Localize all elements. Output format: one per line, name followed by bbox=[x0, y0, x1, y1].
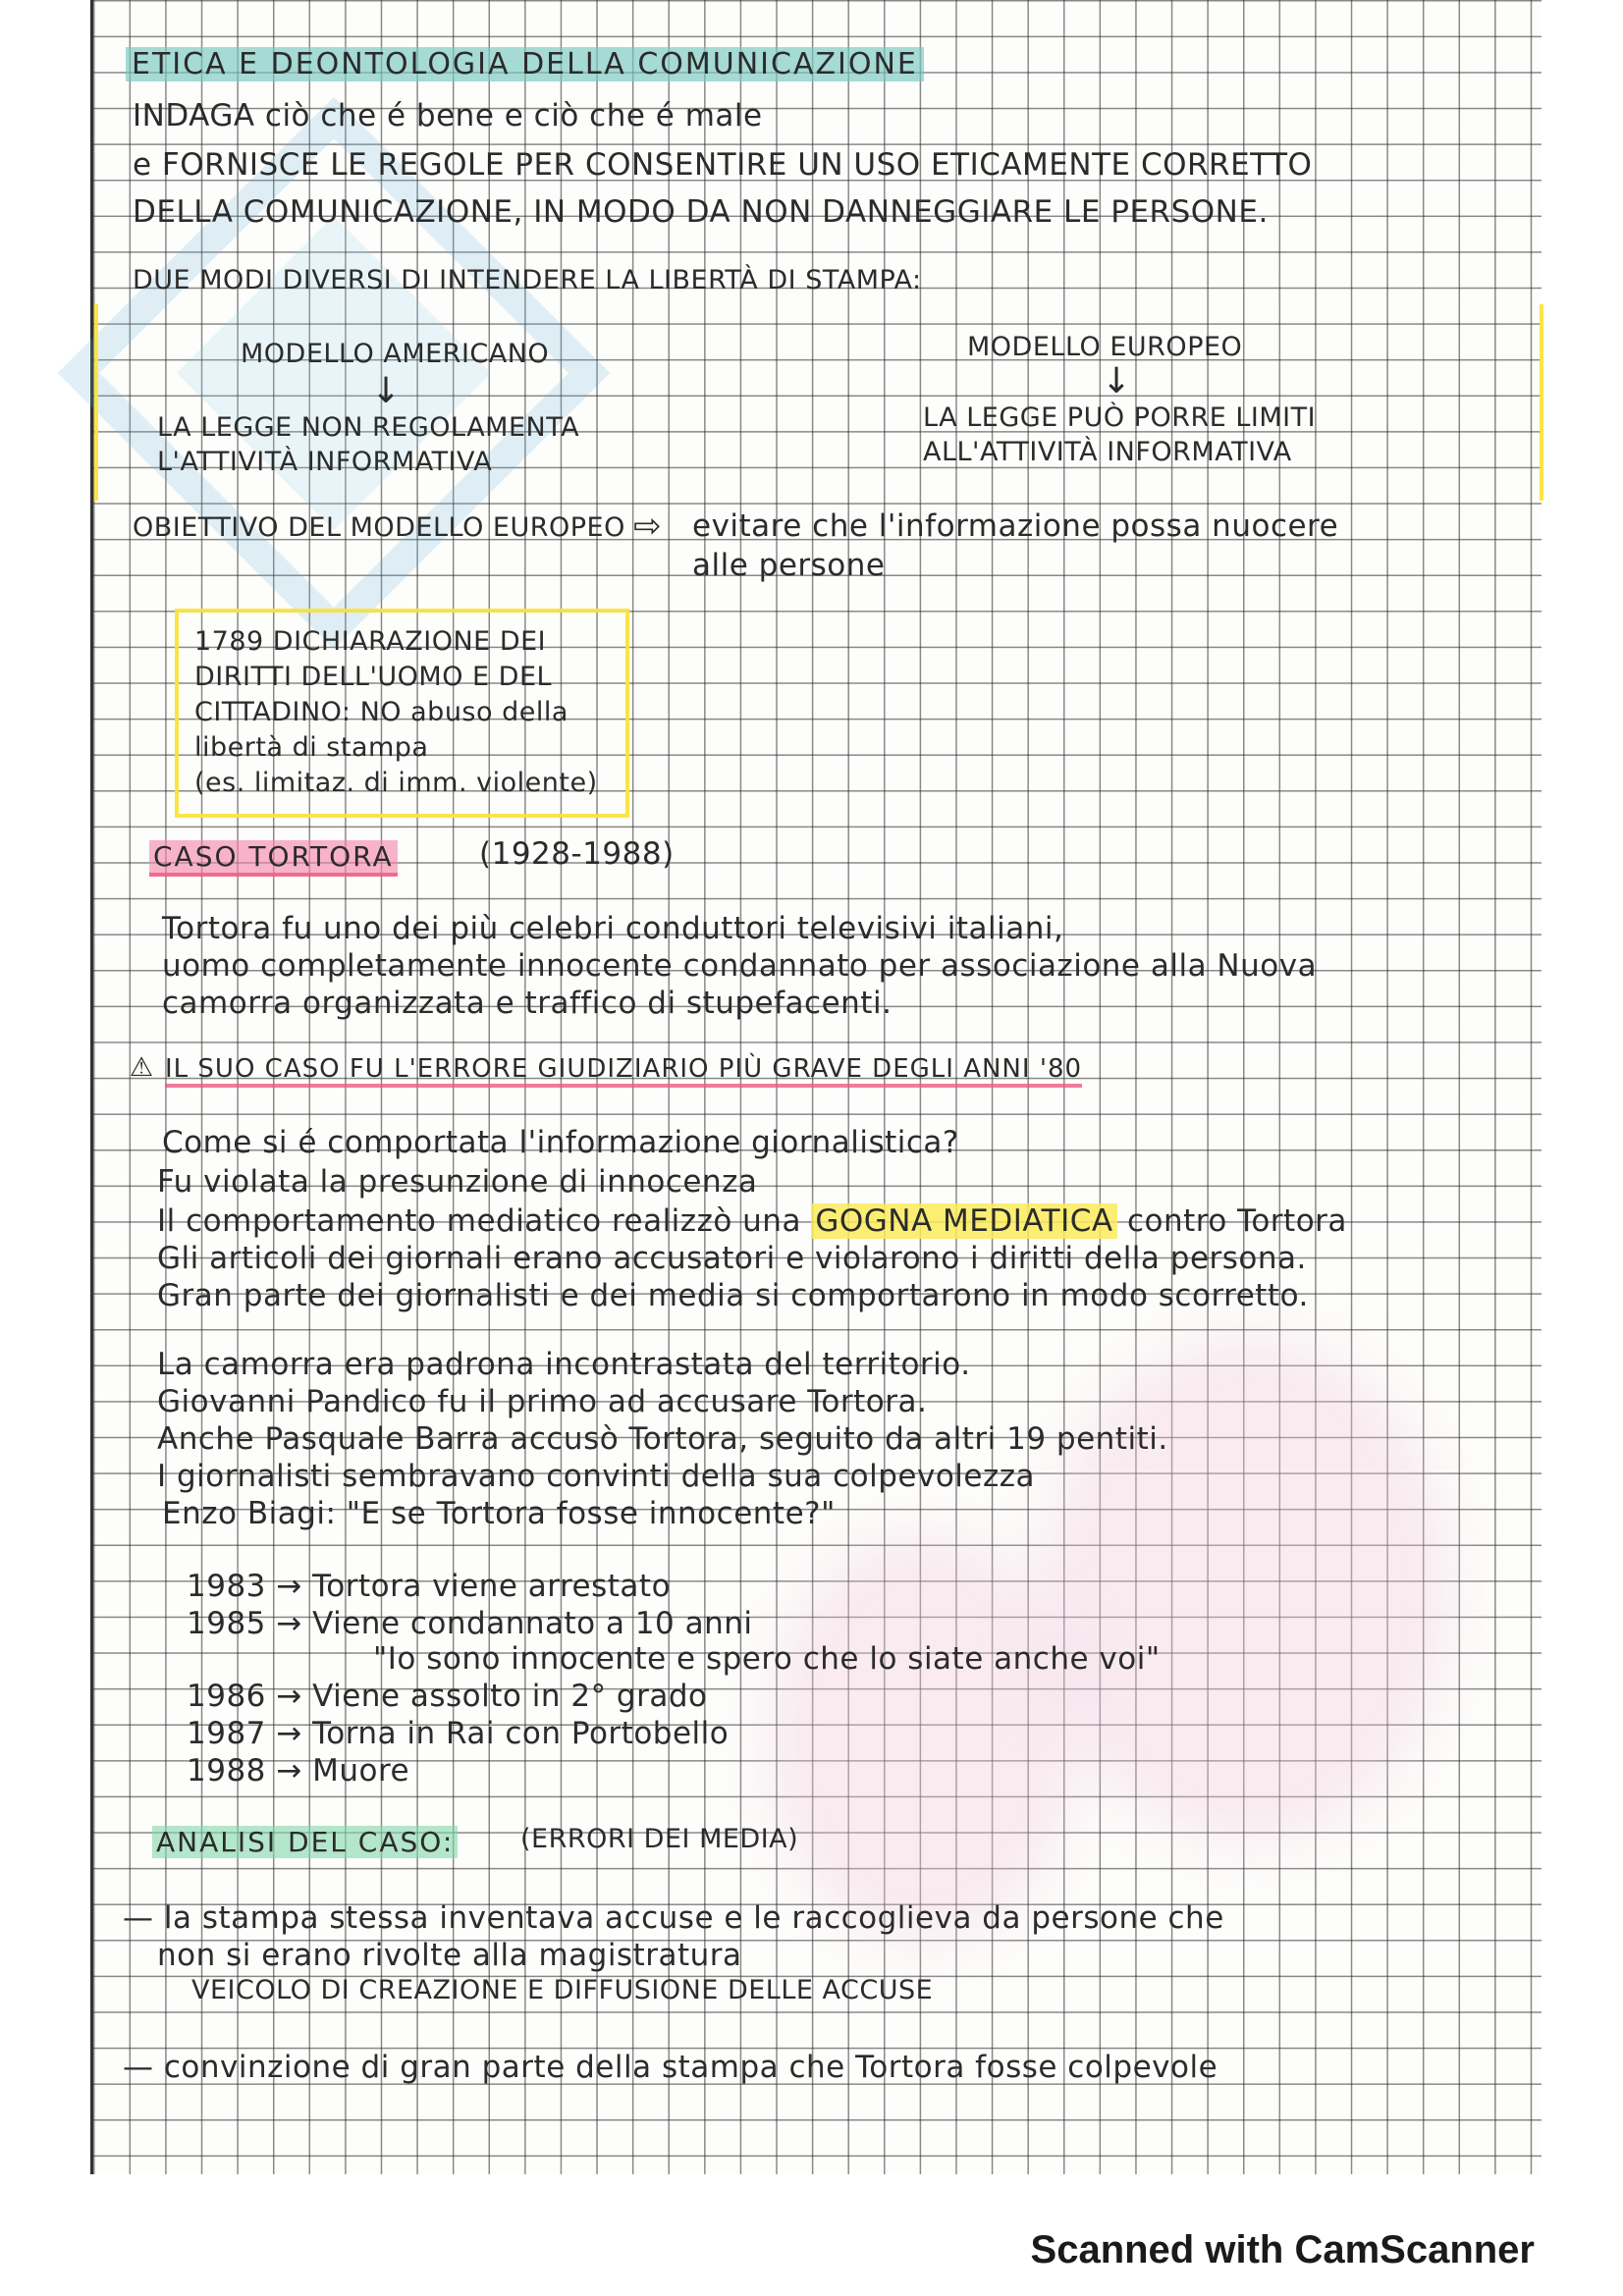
timeline-item: 1988 → Muore bbox=[187, 1753, 410, 1789]
journalism-line-2: Fu violata la presunzione di innocenza bbox=[157, 1164, 758, 1200]
objective-text-2: alle persone bbox=[692, 548, 886, 583]
declaration-line-2: DIRITTI DELL'UOMO E DEL bbox=[194, 662, 553, 692]
journalism-line-5: Gran parte dei giornalisti e dei media si comportarono in modo scorretto. bbox=[157, 1278, 1309, 1313]
journalism-line-4: Gli articoli dei giornali erano accusatori e violarono i diritti della persona. bbox=[157, 1241, 1307, 1276]
case-title: CASO TORTORA bbox=[149, 840, 398, 873]
timeline-quote: "Io sono innocente e spero che lo siate anche voi" bbox=[373, 1641, 1161, 1677]
page-title: ETICA E DEONTOLOGIA DELLA COMUNICAZIONE bbox=[126, 47, 924, 81]
journalism-line-3: Il comportamento mediatico realizzò una GOGNA MEDIATICA contro Tortora bbox=[157, 1203, 1347, 1239]
error-note: IL SUO CASO FU L'ERRORE GIUDIZIARIO PIÙ GRAVE DEGLI ANNI '80 bbox=[165, 1054, 1082, 1084]
european-model-text-2: ALL'ATTIVITÀ INFORMATIVA bbox=[923, 437, 1292, 467]
timeline-item: 1983 → Tortora viene arrestato bbox=[187, 1569, 672, 1604]
scanner-footer: Scanned with CamScanner bbox=[1030, 2228, 1535, 2271]
american-model-title: MODELLO AMERICANO bbox=[241, 339, 550, 369]
objective-label: OBIETTIVO DEL MODELLO EUROPEO bbox=[133, 512, 625, 543]
paper-stain bbox=[766, 1531, 1080, 1944]
yellow-marker-bar bbox=[1540, 304, 1543, 501]
declaration-line-3: CITTADINO: NO abuso della bbox=[194, 697, 568, 727]
timeline-item: 1985 → Viene condannato a 10 anni bbox=[187, 1606, 753, 1641]
intro-line-1: INDAGA ciò che é bene e ciò che é male bbox=[133, 98, 763, 133]
case-desc-1: Tortora fu uno dei più celebri conduttori televisivi italiani, bbox=[162, 911, 1064, 946]
case-years: (1928-1988) bbox=[479, 836, 675, 872]
american-model-text-2: L'ATTIVITÀ INFORMATIVA bbox=[157, 447, 493, 477]
camorra-line-3: Anche Pasquale Barra accusò Tortora, seguito da altri 19 pentiti. bbox=[157, 1421, 1168, 1457]
intro-line-2: e FORNISCE LE REGOLE PER CONSENTIRE UN USO ETICAMENTE CORRETTO bbox=[133, 147, 1313, 183]
analysis-emphasis: VEICOLO DI CREAZIONE E DIFFUSIONE DELLE ACCUSE bbox=[191, 1975, 934, 2005]
journalism-line-1: Come si é comportata l'informazione giornalistica? bbox=[162, 1125, 959, 1160]
analysis-item-1-cont: non si erano rivolte alla magistratura bbox=[157, 1938, 742, 1973]
gogna-highlight: GOGNA MEDIATICA bbox=[811, 1203, 1116, 1239]
paper-stain bbox=[1041, 1335, 1453, 1845]
camorra-line-5: Enzo Biagi: "E se Tortora fosse innocente?" bbox=[162, 1496, 836, 1531]
european-model-text-1: LA LEGGE PUÒ PORRE LIMITI bbox=[923, 402, 1317, 433]
yellow-marker-bar bbox=[94, 304, 98, 501]
arrow-down-icon: ↓ bbox=[1102, 361, 1132, 401]
case-desc-3: camorra organizzata e traffico di stupefacenti. bbox=[162, 986, 893, 1021]
arrow-down-icon: ↓ bbox=[371, 371, 402, 411]
declaration-line-5: (es. limitaz. di imm. violente) bbox=[194, 768, 598, 798]
warning-icon: ⚠ bbox=[130, 1052, 154, 1083]
two-modes-heading: DUE MODI DIVERSI DI INTENDERE LA LIBERTÀ DI STAMPA: bbox=[133, 265, 922, 295]
camorra-line-1: La camorra era padrona incontrastata del territorio. bbox=[157, 1347, 971, 1382]
case-desc-2: uomo completamente innocente condannato per associazione alla Nuova bbox=[162, 948, 1318, 984]
right-arrow-icon: ⇨ bbox=[633, 507, 662, 546]
american-model-text-1: LA LEGGE NON REGOLAMENTA bbox=[157, 412, 580, 443]
intro-line-3: DELLA COMUNICAZIONE, IN MODO DA NON DANNEGGIARE LE PERSONE. bbox=[133, 194, 1269, 230]
camorra-line-4: I giornalisti sembravano convinti della sua colpevolezza bbox=[157, 1459, 1036, 1494]
european-model-title: MODELLO EUROPEO bbox=[967, 332, 1243, 362]
camorra-line-2: Giovanni Pandico fu il primo ad accusare Tortora. bbox=[157, 1384, 928, 1419]
analysis-item-2: — convinzione di gran parte della stampa che Tortora fosse colpevole bbox=[123, 2050, 1218, 2085]
objective-text-1: evitare che l'informazione possa nuocere bbox=[692, 508, 1339, 544]
analysis-subtitle: (ERRORI DEI MEDIA) bbox=[520, 1824, 799, 1854]
analysis-title: ANALISI DEL CASO: bbox=[152, 1826, 458, 1858]
analysis-item-1: — la stampa stessa inventava accuse e le raccoglieva da persone che bbox=[123, 1900, 1224, 1936]
timeline-item: 1987 → Torna in Rai con Portobello bbox=[187, 1716, 730, 1751]
timeline-item: 1986 → Viene assolto in 2° grado bbox=[187, 1679, 708, 1714]
declaration-line-4: libertà di stampa bbox=[194, 732, 429, 763]
declaration-line-1: 1789 DICHIARAZIONE DEI bbox=[194, 626, 547, 657]
